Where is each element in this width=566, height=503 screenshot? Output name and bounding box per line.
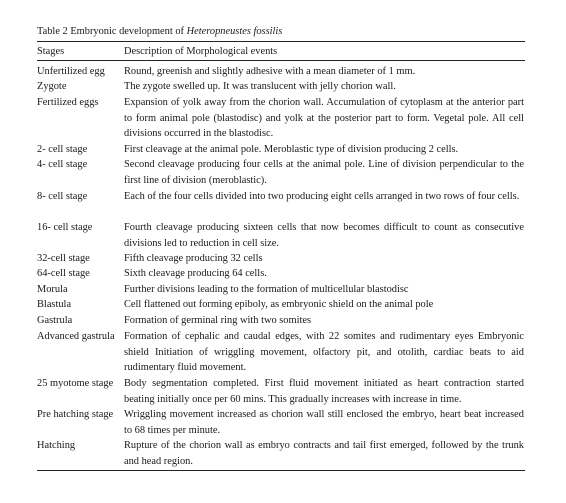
row-description: Each of the four cells divided into two producing eight cells arranged in two rows of four cells. bbox=[124, 191, 520, 202]
row-description: Body segmentation completed. First fluid movement initiated as heart contraction started beating initially once per 60 mins. This gradually increases with increase in time. bbox=[124, 378, 524, 405]
header-stages: Stages bbox=[37, 46, 65, 57]
row-description: Cell flattened out forming epiboly, as embryonic shield on the animal pole bbox=[124, 299, 434, 310]
row-description: Second cleavage producing four cells at the animal pole. Line of division perpendicular to the first line of division (meroblastic). bbox=[124, 159, 524, 186]
row-description: First cleavage at the animal pole. Meroblastic type of division producing 2 cells. bbox=[124, 144, 459, 155]
row-stage: Hatching bbox=[37, 440, 76, 451]
row-description: Formation of germinal ring with two somites bbox=[124, 315, 312, 326]
caption-prefix: Table 2 Embryonic development of bbox=[37, 26, 187, 37]
row-stage: Gastrula bbox=[37, 315, 73, 326]
row-description: Sixth cleavage producing 64 cells. bbox=[124, 268, 267, 279]
row-stage: 8- cell stage bbox=[37, 191, 88, 202]
row-description: Formation of cephalic and caudal edges, with 22 somites and rudimentary eyes Embryonic shield Initiation of wriggling movement, olfactory pit, and otolith, cardiac beats to aid rudimentary fluid movement. bbox=[124, 331, 524, 374]
row-description: Expansion of yolk away from the chorion wall. Accumulation of cytoplasm at the anterior part to form animal pole (blastodisc) and yolk at the posterior part to form. Vegetal pole. All cell divisions occurred in the blastodisc. bbox=[124, 97, 524, 140]
row-description: Further divisions leading to the formation of multicellular blastodisc bbox=[124, 284, 409, 295]
row-stage: Advanced gastrula bbox=[37, 331, 115, 342]
table-header-rule bbox=[37, 60, 525, 61]
table-bottom-rule bbox=[37, 470, 525, 471]
row-stage: 2- cell stage bbox=[37, 144, 88, 155]
row-stage: 32-cell stage bbox=[37, 253, 90, 264]
row-description: Fifth cleavage producing 32 cells bbox=[124, 253, 263, 264]
row-description: Round, greenish and slightly adhesive with a mean diameter of 1 mm. bbox=[124, 66, 416, 77]
row-description: Wriggling movement increased as chorion wall still enclosed the embryo, heart beat increased to 68 times per minute. bbox=[124, 409, 524, 436]
row-description: The zygote swelled up. It was translucent with jelly chorion wall. bbox=[124, 81, 396, 92]
row-stage: Morula bbox=[37, 284, 68, 295]
row-stage: 4- cell stage bbox=[37, 159, 88, 170]
row-stage: 25 myotome stage bbox=[37, 378, 114, 389]
row-stage: Blastula bbox=[37, 299, 72, 310]
row-stage: 64-cell stage bbox=[37, 268, 90, 279]
row-stage: 16- cell stage bbox=[37, 222, 93, 233]
row-stage: Zygote bbox=[37, 81, 67, 92]
header-description: Description of Morphological events bbox=[124, 46, 278, 57]
table-caption bbox=[37, 25, 282, 38]
row-description: Fourth cleavage producing sixteen cells that now becomes difficult to count as consecutive divisions led to reduction in cell size. bbox=[124, 222, 524, 249]
caption-species: Heteropneustes fossilis bbox=[186, 26, 283, 37]
row-stage: Unfertilized egg bbox=[37, 66, 105, 77]
row-stage: Pre hatching stage bbox=[37, 409, 114, 420]
table-top-rule bbox=[37, 41, 525, 42]
row-stage: Fertilized eggs bbox=[37, 97, 99, 108]
row-description: Rupture of the chorion wall as embryo contracts and tail first emerged, followed by the trunk and head region. bbox=[124, 440, 524, 467]
